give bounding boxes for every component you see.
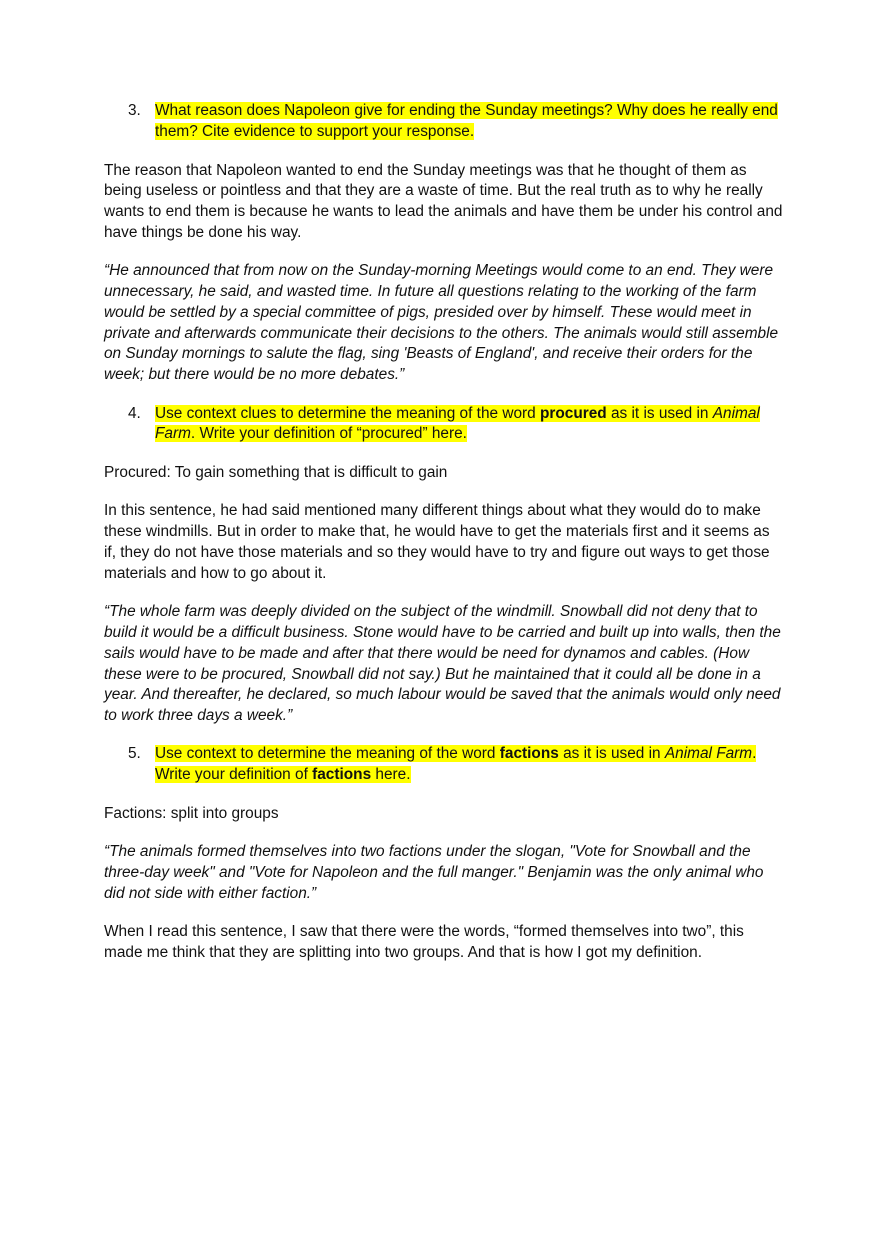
question-5-text-d: here. [371,766,411,784]
question-text [155,744,784,786]
answer-5-explanation: When I read this sentence, I saw that there were the words, “formed themselves into two”, this made me think that they are splitting into two groups. And that is how I got my definition. [104,923,744,961]
question-text [155,404,784,446]
question-text [155,101,784,143]
question-number: 5. [128,745,141,763]
question-5-text-b: as it is used in [558,745,665,763]
question-4-text-b: as it is used in [606,404,713,422]
question-3-highlight: What reason does Napoleon give for ending the Sunday meetings? Why does he really end them? Cite evidence to support your response. [155,102,778,140]
question-5 [128,744,784,786]
answer-3-quote: “He announced that from now on the Sunday-morning Meetings would come to an end. They were unnecessary, he said, and wasted time. In future all questions relating to the working of the farm would be settled by a special committee of pigs, presided over by himself. These would meet in private and afterwards communicate their decisions to the others. The animals would still assemble on Sunday mornings to salute the flag, sing 'Beasts of England', and receive their orders for the week; but there would be no more debates.” [104,262,779,384]
question-4 [128,404,784,446]
book-title: Animal Farm [155,404,760,443]
question-number: 4. [128,404,141,422]
document-body [104,101,784,981]
question-5-text-c: . Write your definition of [155,745,757,784]
question-5-text-a: Use context to determine the meaning of the word [155,745,500,763]
question-5-keyword-2: factions [312,766,372,784]
question-4-text-a: Use context clues to determine the meaning of the word [155,404,540,422]
question-number: 3. [128,102,141,119]
question-3 [128,101,784,143]
question-5-highlight [155,745,756,783]
book-title: Animal Farm [664,745,753,763]
answer-4-explanation: In this sentence, he had said mentioned many different things about what they would do to make these windmills. But in order to make that, he would have to get the materials first and it seems as if, they do not have those materials and so they would have to try and figure out ways to get those materials and how to go about it. [104,502,770,582]
answer-5-definition: Factions: split into groups [104,805,279,823]
answer-3-paragraph: The reason that Napoleon wanted to end the Sunday meetings was that he thought of them as being useless or pointless and that they are a waste of time. But the real truth as to why he really wants to end them is because he wants to lead the animals and have them be under his control and have things be done his way. [104,161,783,241]
answer-4-quote: “The whole farm was deeply divided on the subject of the windmill. Snowball did not deny that to build it would be a difficult business. Stone would have to be carried and built up into walls, then the sails would have to be made and after that there would be need for dynamos and cables. (How these were to be procured, Snowball did not say.) But he maintained that it could all be done in a year. And thereafter, he declared, so much labour would be saved that the animals would only need to work three days a week.” [104,603,781,725]
question-4-highlight [155,405,760,443]
question-4-text-c: . Write your definition of “procured” here. [190,425,467,443]
answer-5-quote: “The animals formed themselves into two factions under the slogan, "Vote for Snowball and the three-day week" and "Vote for Napoleon and the full manger." Benjamin was the only animal who did not side with either faction.” [104,843,764,902]
question-5-keyword: factions [499,745,559,763]
answer-4-definition: Procured: To gain something that is difficult to gain [104,464,448,482]
question-4-keyword: procured [539,404,607,422]
